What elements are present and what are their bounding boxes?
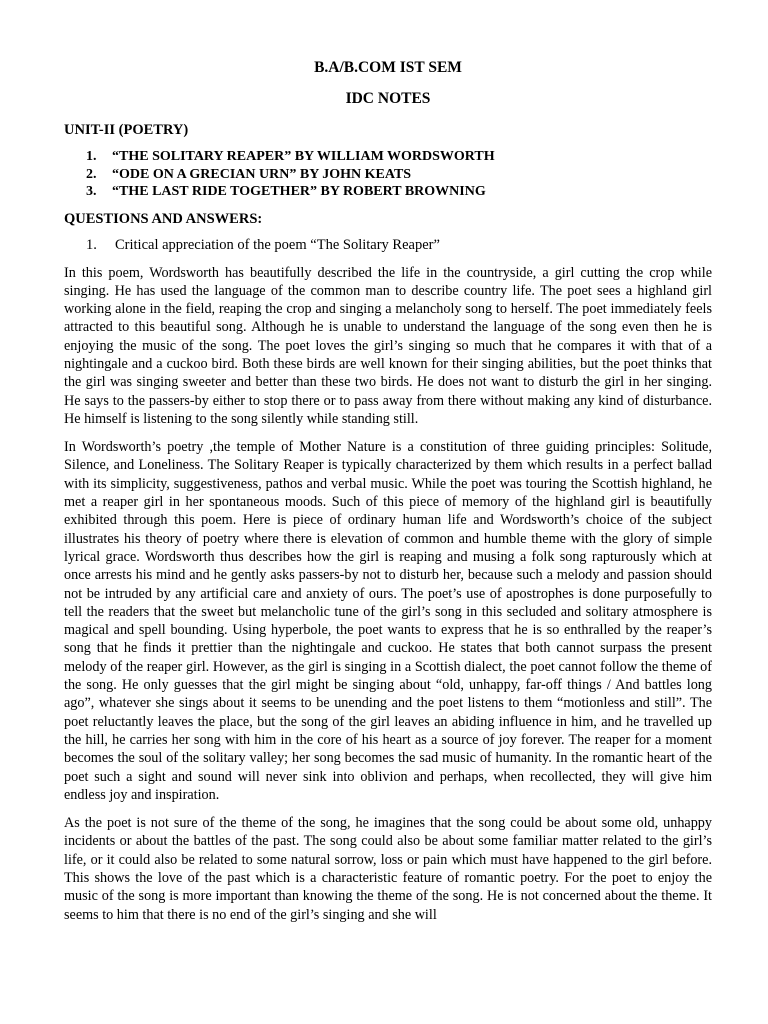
answer-paragraph-1: In this poem, Wordsworth has beautifully described the life in the countryside, a girl cutting the crop while singing. He has used the language of the common man to describe country life. The poet sees a highland girl working alone in the field, reaping the crop and singing a melancholy song to herself. The poet immediately feels attracted to this beautiful song. Although he is unable to understand the language of the song even then he is enjoying the music of the song. The poet loves the girl’s singing so much that he compares it with that of a nightingale and a cuckoo bird. Both these birds are well known for their singing abilities, but the poet thinks that the girl was singing sweeter and better than these two birds. He does not want to disturb the girl in her singing. He says to the passers-by either to stop there or to pass away from there without making any kind of disturbance. He himself is listening to the song silently while standing still. — [64, 264, 712, 427]
question-item — [64, 236, 712, 254]
poem-list-text: “THE SOLITARY REAPER” BY WILLIAM WORDSWORTH — [112, 149, 495, 164]
answer-paragraph-2: In Wordsworth’s poetry ,the temple of Mother Nature is a constitution of three guiding principles: Solitude, Silence, and Loneliness. The Solitary Reaper is typically characterized by them which results in a perfect ballad with its simplicity, suggestiveness, pathos and verbal music. While the poet was touring the Scottish highland, he met a reaper girl in her spontaneous moods. Such of this piece of memory of the highland girl is beautifully exhibited through this poem. Here is piece of ordinary human life and Wordsworth’s choice of the subject illustrates his theory of poetry where there is elevation of common and humble theme with the glory of simple lyrical grace. Wordsworth thus describes how the girl is reaping and musing a folk song rapturously which at once arrests his mind and he gently asks passers-by not to disturb her, because such a melody and passion should not be intruded by any artificial care and anxiety of ours. The poet’s use of apostrophes is done purposefully to tell the readers that the sweet but melancholic tune of the girl’s song in this secluded and solitary atmosphere is magical and spell bounding. Using hyperbole, the poet wants to express that he is so enthralled by the reaper’s song that he finds it prettier than the nightingale and cuckoo. He states that both cannot surpass the present melody of the reaper girl. However, as the girl is singing in a Scottish dialect, the poet cannot follow the theme of the song. He only guesses that the girl might be singing about “old, unhappy, far-off things / And battles long ago”, whatever she sings about it seems to be unending and the poet listens to them “motionless and still”. The poet reluctantly leaves the place, but the song of the girl leaves an abiding influence in him, and he travelled up the hill, he carries her song with him in the core of his heart as a source of joy forever. The reaper for a moment becomes the soul of the solitary valley; her song becomes the sad music of humanity. In the romantic heart of the poet such a sight and sound will never sink into oblivion and perhaps, when recollected, they will give him endless joy and inspiration. — [64, 439, 712, 803]
qa-heading: QUESTIONS AND ANSWERS: — [64, 210, 263, 227]
question-number: 1. — [86, 236, 97, 253]
poem-list-item — [64, 166, 712, 184]
poem-list-number: 1. — [86, 149, 97, 164]
poem-list-text: “THE LAST RIDE TOGETHER” BY ROBERT BROWNING — [112, 184, 486, 199]
poem-list-number: 3. — [86, 184, 97, 199]
document-title-course: B.A/B.COM IST SEM — [314, 59, 462, 76]
unit-heading: UNIT-II (POETRY) — [64, 122, 189, 138]
poem-list-number: 2. — [86, 166, 97, 182]
poem-list-text: “ODE ON A GRECIAN URN” BY JOHN KEATS — [112, 166, 412, 182]
poem-list-item — [64, 183, 712, 201]
poem-list — [64, 148, 712, 201]
question-text: Critical appreciation of the poem “The Solitary Reaper” — [115, 236, 440, 253]
document-title-notes: IDC NOTES — [345, 90, 431, 107]
poem-list-item — [64, 148, 712, 166]
answer-paragraph-3: As the poet is not sure of the theme of the song, he imagines that the song could be about some old, unhappy incidents or about the battles of the past. The song could also be about some familiar matter related to the girl’s life, or it could also be related to some natural sorrow, loss or pain which must have happened to the girl before. This shows the love of the past which is a characteristic feature of romantic poetry. For the poet to enjoy the music of the song is more important than knowing the theme of the song. He is not concerned about the theme. It seems to him that there is no end of the girl’s singing and she will — [64, 815, 712, 923]
